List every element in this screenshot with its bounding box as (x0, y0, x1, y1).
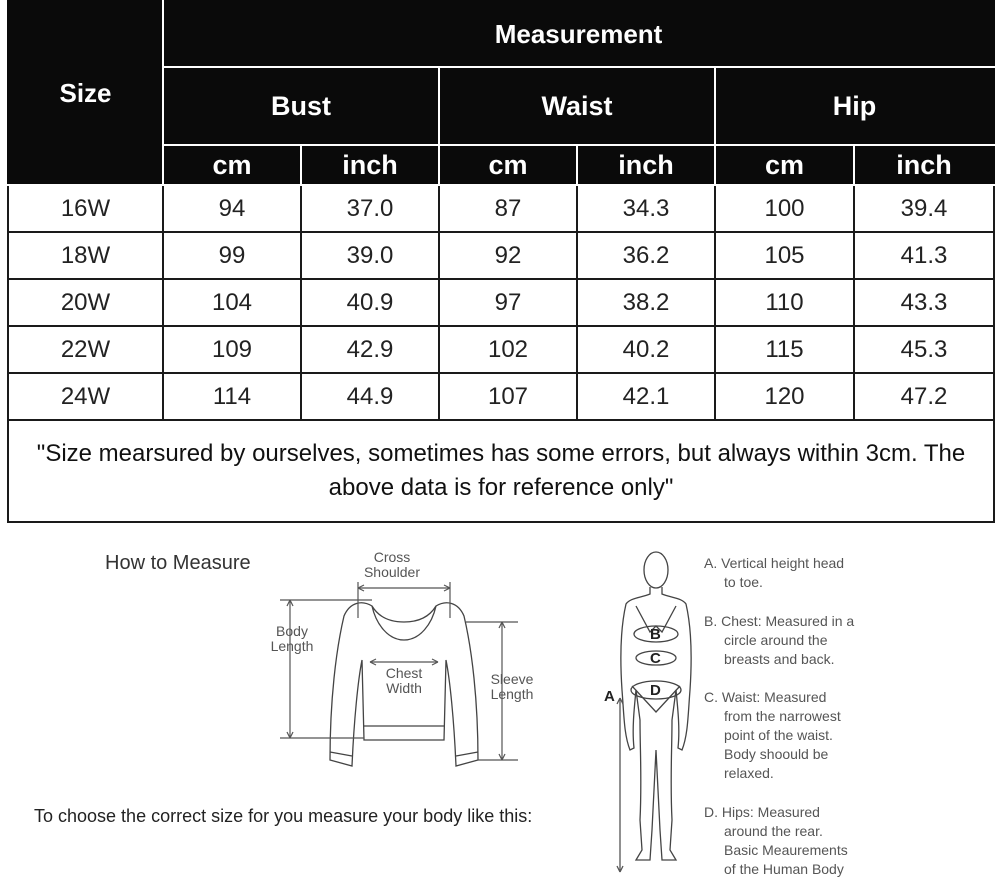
table-cell: 37.0 (301, 185, 439, 232)
size-cell: 24W (8, 373, 163, 420)
table-cell: 104 (163, 279, 301, 326)
size-cell: 16W (8, 185, 163, 232)
table-cell: 100 (715, 185, 854, 232)
hip-header: Hip (715, 67, 994, 145)
legend-item-c: C. Waist: Measured from the narrowest point of the waist. Body shoould be relaxed. (704, 689, 841, 781)
table-cell: 110 (715, 279, 854, 326)
size-cell: 18W (8, 232, 163, 279)
figure-letter-c: C (650, 650, 661, 667)
table-cell: 40.2 (577, 326, 715, 373)
table-cell: 114 (163, 373, 301, 420)
table-cell: 34.3 (577, 185, 715, 232)
table-cell: 109 (163, 326, 301, 373)
legend-item-d: D. Hips: Measured around the rear. Basic Meaurements of the Human Body (704, 804, 848, 877)
table-cell: 102 (439, 326, 577, 373)
size-column-header: Size (8, 1, 163, 185)
choose-size-instruction: To choose the correct size for you measure your body like this: (34, 806, 533, 826)
unit-header: inch (301, 145, 439, 185)
table-cell: 105 (715, 232, 854, 279)
table-cell: 42.1 (577, 373, 715, 420)
unit-header: cm (163, 145, 301, 185)
figure-letter-a: A (604, 688, 615, 705)
legend-item-a: A. Vertical height head to toe. (704, 555, 845, 590)
figure-letter-d: D (650, 682, 661, 699)
waist-header: Waist (439, 67, 715, 145)
table-row (8, 326, 994, 373)
table-row (8, 232, 994, 279)
figure-letter-b: B (650, 626, 661, 643)
table-cell: 41.3 (854, 232, 994, 279)
table-cell: 47.2 (854, 373, 994, 420)
table-cell: 120 (715, 373, 854, 420)
table-cell: 97 (439, 279, 577, 326)
table-cell: 44.9 (301, 373, 439, 420)
how-to-measure-title: How to Measure (105, 552, 251, 574)
table-cell: 115 (715, 326, 854, 373)
table-cell: 107 (439, 373, 577, 420)
chest-width-label: Chest Width (385, 665, 423, 696)
unit-header: cm (715, 145, 854, 185)
cross-shoulder-label: Cross Shoulder (363, 549, 421, 580)
table-cell: 45.3 (854, 326, 994, 373)
table-cell: 87 (439, 185, 577, 232)
disclaimer-note: "Size mearsured by ourselves, sometimes has some errors, but always within 3cm. The above data is for reference only" (8, 420, 994, 522)
size-chart-table (7, 0, 995, 523)
table-cell: 40.9 (301, 279, 439, 326)
table-cell: 43.3 (854, 279, 994, 326)
table-cell: 36.2 (577, 232, 715, 279)
bust-header: Bust (163, 67, 439, 145)
measurement-header: Measurement (163, 1, 994, 67)
sleeve-length-label: Sleeve Length (490, 671, 534, 702)
measure-guide (0, 530, 1000, 887)
table-row (8, 185, 994, 232)
body-figure (617, 552, 691, 872)
note-row (8, 420, 994, 522)
table-cell: 39.0 (301, 232, 439, 279)
size-cell: 20W (8, 279, 163, 326)
unit-header: inch (854, 145, 994, 185)
table-cell: 94 (163, 185, 301, 232)
legend-item-b: B. Chest: Measured in a circle around the breasts and back. (704, 613, 855, 667)
table-cell: 99 (163, 232, 301, 279)
table-cell: 38.2 (577, 279, 715, 326)
table-cell: 92 (439, 232, 577, 279)
table-cell: 39.4 (854, 185, 994, 232)
body-length-label: Body Length (270, 623, 314, 654)
unit-header: inch (577, 145, 715, 185)
table-cell: 42.9 (301, 326, 439, 373)
size-cell: 22W (8, 326, 163, 373)
table-row (8, 279, 994, 326)
unit-header: cm (439, 145, 577, 185)
table-row (8, 373, 994, 420)
